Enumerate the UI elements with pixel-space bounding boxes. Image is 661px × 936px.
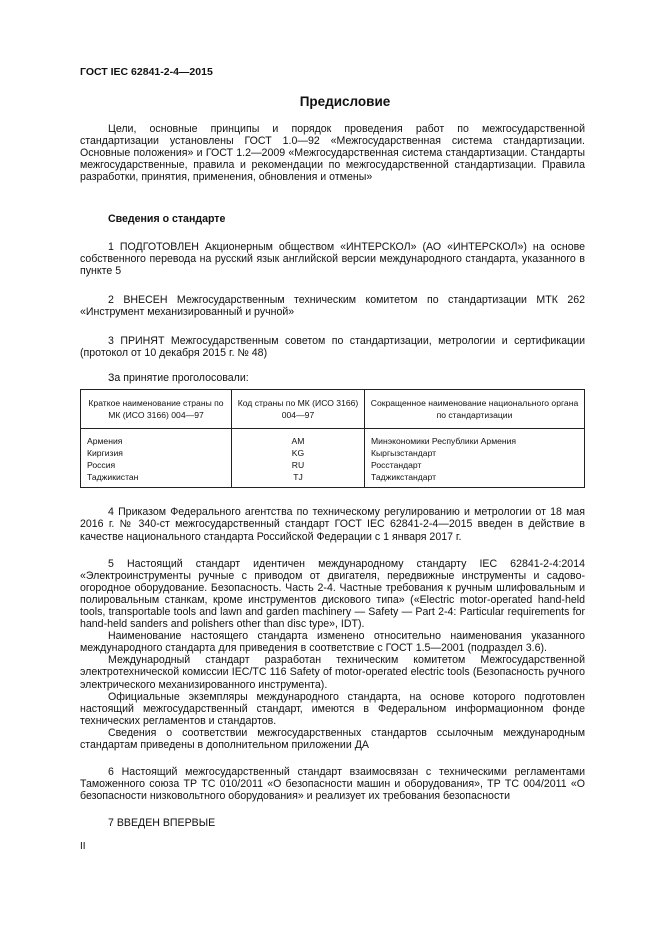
item-6: 6 Настоящий межгосударственный стандарт взаимосвязан с техническими регламентами Таможенного союза ТР ТС 010/2011 «О безопасности машин и оборудования», ТР ТС 004/2011 «О безопасности низковольтного оборудования» и реализует их требования безопасности — [80, 766, 585, 803]
item-3: 3 ПРИНЯТ Межгосударственным советом по стандартизации, метрологии и сертификации (протокол от 10 декабря 2015 г. № 48) — [80, 335, 585, 360]
standards-body: Кыргызстандарт — [371, 448, 437, 459]
item-2: 2 ВНЕСЕН Межгосударственным техническим комитетом по стандартизации МТК 262 «Инструмент механизированный и ручной» — [80, 293, 585, 318]
country: Таджикистан — [87, 472, 139, 483]
codes-cell — [232, 429, 365, 488]
item-4: 4 Приказом Федерального агентства по техническому регулированию и метрологии от 18 мая 2016 г. № 340-ст межгосударственный стандарт ГОСТ IEC 62841-2-4—2015 введен в действие в качестве национального стандарта Российской Федерации с 1 января 2017 г. — [80, 506, 585, 543]
item-7: 7 ВВЕДЕН ВПЕРВЫЕ — [108, 817, 216, 830]
item-5-committee: Международный стандарт разработан техническим комитетом Межгосударственной электротехнической комиссии IEC/TC 116 Safety of motor-operated electric tools (Безопасность ручного электрического механизированного инструмента). — [80, 654, 585, 691]
item-5-references: Сведения о соответствии межгосударственных стандартов ссылочным международным стандартам приведены в дополнительном приложении ДА — [80, 726, 585, 751]
page-number: II — [80, 841, 86, 853]
intro-paragraph: Цели, основные принципы и порядок проведения работ по межгосударственной стандартизации установлены ГОСТ 1.0—92 «Межгосударственная система стандартизации. Основные положения» и ГОСТ 1.2—2009 «Межгосударственная система стандартизации. Стандарты межгосударственные, правила и рекомендации по межгосударственной стандартизации. Правила разработки, принятия, применения, обновления и отмены» — [80, 123, 585, 184]
bodies-cell — [365, 429, 585, 488]
table-row — [81, 429, 585, 488]
voting-table — [80, 389, 585, 488]
item-5-copies: Официальные экземпляры международного стандарта, на основе которого подготовлен настоящий межгосударственный стандарт, имеются в Федеральном информационном фонде технических регламентов и стандартов. — [80, 690, 585, 727]
table-header-row — [81, 390, 585, 429]
standards-body: Минэкономики Республики Армения — [371, 436, 517, 447]
country: Киргизия — [87, 448, 123, 459]
country: Армения — [87, 436, 123, 447]
item-5: 5 Настоящий стандарт идентичен международному стандарту IEC 62841-2-4:2014 «Электроинструменты ручные с приводом от двигателя, передвижные инструменты и садово-огородное оборудование. Безопасность. Часть 2-4. Частные требования к ручным шлифовальным и полировальным станкам, кроме инструментов дискового типа» («Electric motor-operated hand-held tools, transportable tools and lawn and garden machinery — Safety — Part 2-4: Particular requirements for hand-held sanders and polishers other than disc type», IDT). — [80, 557, 585, 631]
item-5-name-note: Наименование настоящего стандарта изменено относительно наименования указанного международного стандарта для приведения в соответствие с ГОСТ 1.5—2001 (подраздел 3.6). — [80, 630, 585, 655]
section-heading: Сведения о стандарте — [108, 213, 226, 226]
item-1: 1 ПОДГОТОВЛЕН Акционерным обществом «ИНТЕРСКОЛ» (АО «ИНТЕРСКОЛ») на основе собственного перевода на русский язык английской версии международного стандарта, указанного в пункте 5 — [80, 240, 585, 277]
page-content — [80, 66, 585, 853]
column-header: Сокращенное наименование национального органа по стандартизации — [365, 390, 585, 429]
country-code: KG — [291, 448, 305, 459]
country-code: RU — [291, 460, 305, 471]
voted-label: За принятие проголосовали: — [108, 372, 249, 385]
standards-body: Росстандарт — [371, 460, 422, 471]
column-header: Краткое наименование страны по МК (ИСО 3166) 004—97 — [81, 390, 232, 429]
country-code: AM — [291, 436, 305, 447]
countries-cell — [81, 429, 232, 488]
item-5-block — [80, 558, 585, 752]
standards-body: Таджикстандарт — [371, 472, 437, 483]
page-title: Предисловие — [299, 94, 391, 109]
country-code: TJ — [293, 472, 303, 483]
column-header: Код страны по МК (ИСО 3166) 004—97 — [232, 390, 365, 429]
country: Россия — [87, 460, 116, 471]
document-header: ГОСТ IEC 62841-2-4—2015 — [80, 66, 213, 78]
